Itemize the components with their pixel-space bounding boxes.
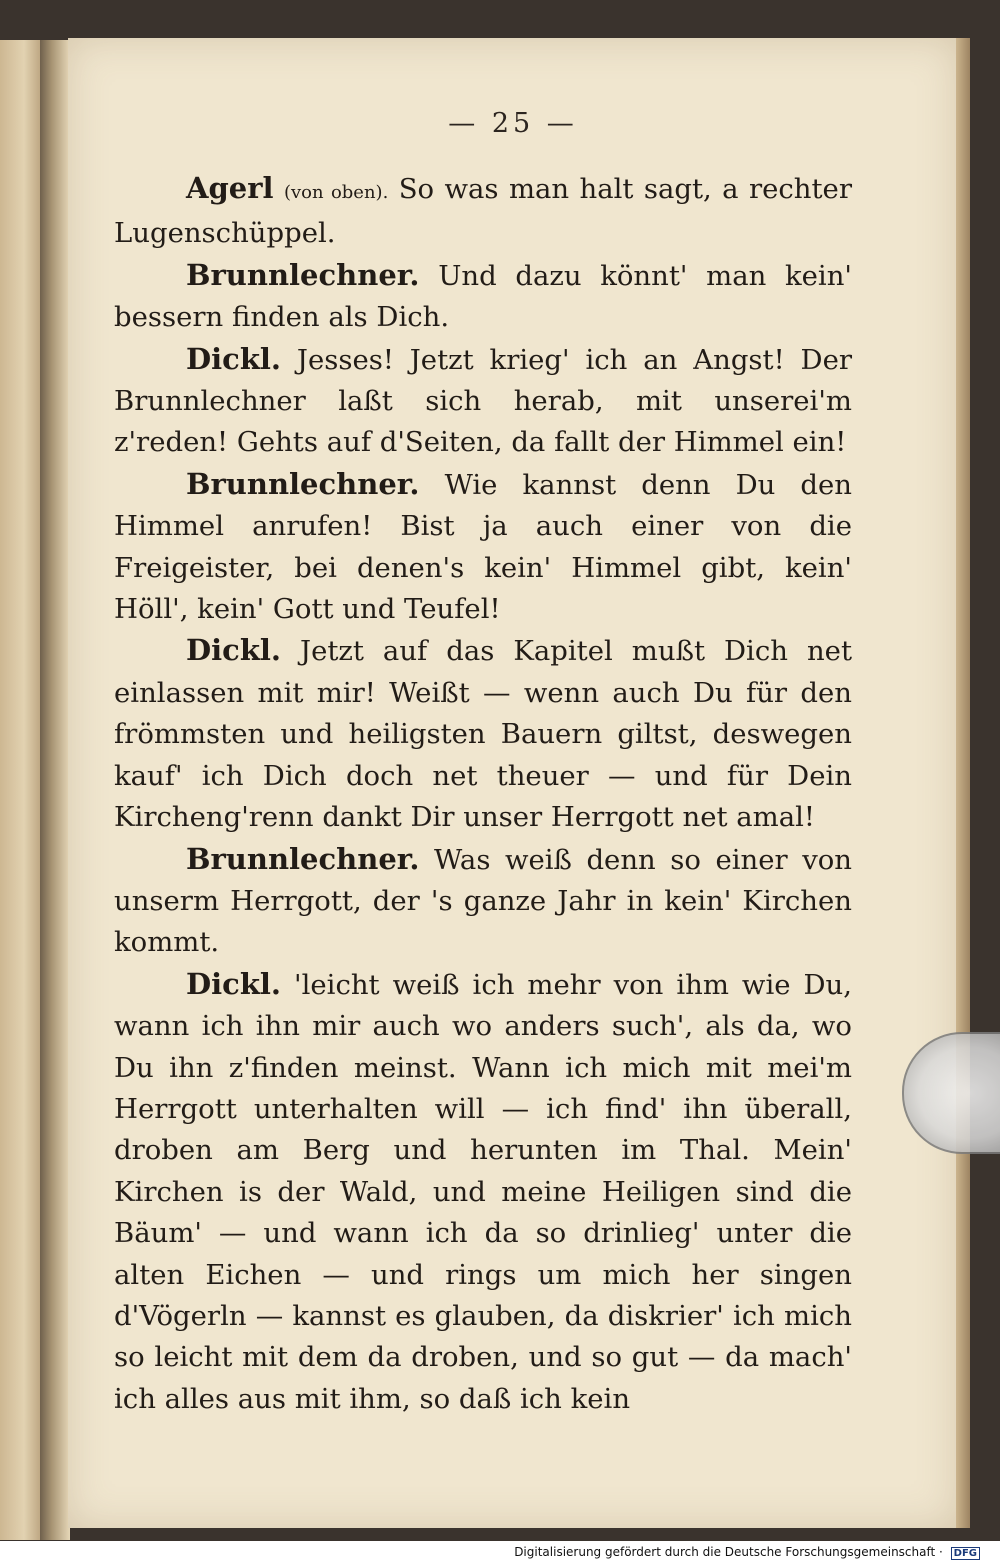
dfg-logo: DFG <box>951 1547 980 1560</box>
dialogue-paragraph <box>114 964 852 1420</box>
speaker-name: Brunnlechner. <box>186 466 420 501</box>
speaker-name: Agerl <box>186 171 274 205</box>
dialogue-paragraph <box>114 839 852 964</box>
footer-credit <box>514 1543 990 1559</box>
page-number: — 25 — <box>448 108 578 139</box>
dialogue-text: Was weiß denn so einer von unserm Herrgott, der 's ganze Jahr in kein' Kirchen kommt. <box>114 843 852 959</box>
dialogue-paragraph <box>114 168 852 255</box>
speaker-name: Dickl. <box>186 633 282 668</box>
dialogue-paragraph <box>114 630 852 838</box>
stage-direction: (von oben). <box>283 182 389 203</box>
speaker-name: Brunnlechner. <box>186 257 420 292</box>
footer-bar <box>0 1541 1000 1561</box>
dialogue-paragraph <box>114 464 852 631</box>
facing-page-edge <box>0 40 42 1540</box>
dialogue-text: Jetzt auf das Kapitel mußt Dich net einlassen mit mir! Weißt — wenn auch Du für den frömmsten und heiligsten Bauern giltst, deswegen kauf' ich Dich doch net theuer — und für Dein Kircheng'renn dankt Dir unser Herrgott net amal! <box>114 635 852 834</box>
footer-text: Digitalisierung gefördert durch die Deutsche Forschungsgemeinschaft · <box>514 1545 943 1559</box>
dialogue-paragraph <box>114 255 852 339</box>
dialogue-text: Jesses! Jetzt krieg' ich an Angst! Der Brunnlechner laßt sich herab, mit unserei'm z'reden! Gehts auf d'Seiten, da fallt der Himmel ein! <box>114 343 852 459</box>
speaker-name: Brunnlechner. <box>186 841 420 876</box>
speaker-name: Dickl. <box>186 341 282 376</box>
dialogue-text: Wie kannst denn Du den Himmel anrufen! Bist ja auch einer von die Freigeister, bei denen's kein' Himmel gibt, kein' Höll', kein' Gott und Teufel! <box>114 468 852 626</box>
book-gutter <box>40 40 70 1540</box>
page-stack-edge <box>956 38 970 1528</box>
dialogue-text: 'leicht weiß ich mehr von ihm wie Du, wann ich ihn mir auch wo anders such', als da, wo Du ihn z'finden meinst. Wann ich mich mit mei'm Herrgott unterhalten will — ich find' ihn überall, droben am Berg und herunten im Thal. Mein' Kirchen is der Wald, und meine Heiligen sind die Bäum' — und wann ich da so drinlieg' unter die alten Eichen — und rings um mich her singen d'Vögerln — kannst es glauben, da diskrier' ich mich so leicht mit dem da droben, und so gut — da mach' ich alles aus mit ihm, so daß ich kein <box>114 968 852 1415</box>
dialogue-text: Und dazu könnt' man kein' bessern finden als Dich. <box>114 259 852 334</box>
page-text <box>114 168 852 1420</box>
dialogue-text: So was man halt sagt, a rechter Lugenschüppel. <box>114 173 852 250</box>
speaker-name: Dickl. <box>186 966 282 1001</box>
dialogue-paragraph <box>114 339 852 464</box>
